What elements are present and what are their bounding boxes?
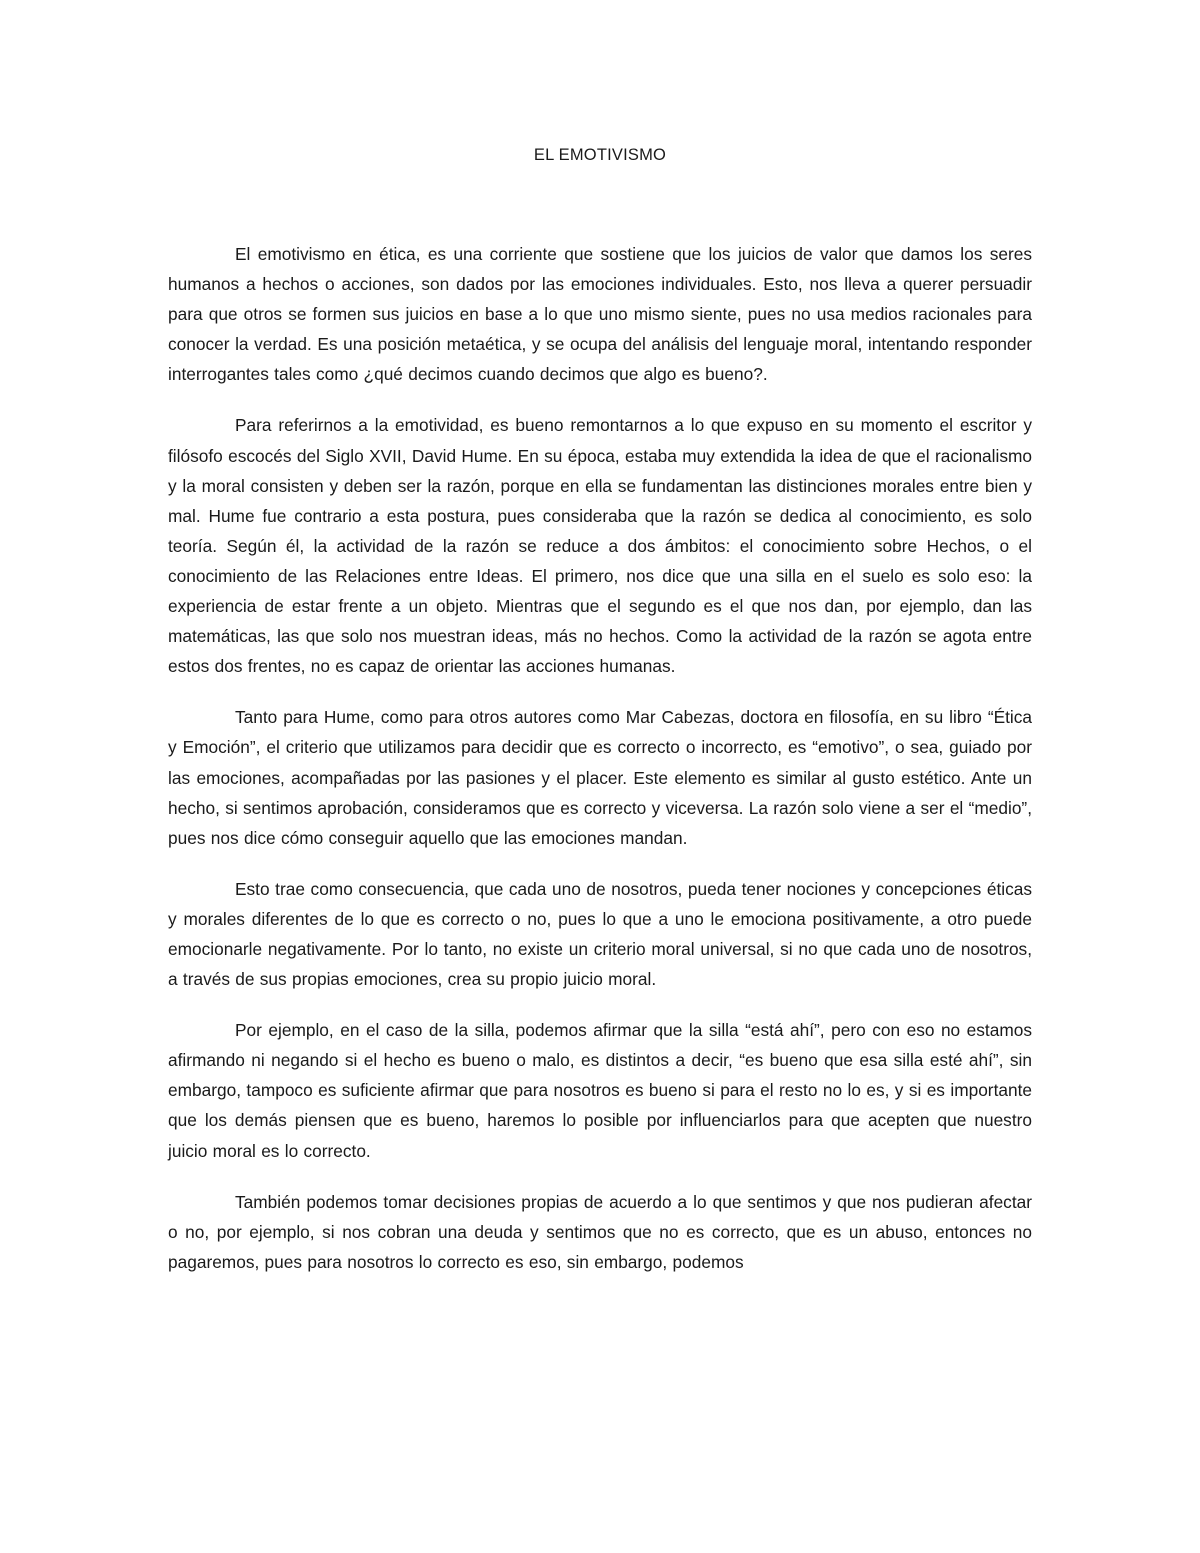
document-body — [168, 239, 1032, 1298]
paragraph-5: Por ejemplo, en el caso de la silla, podemos afirmar que la silla “está ahí”, pero con eso no estamos afirmando ni negando si el hecho es bueno o malo, es distintos a decir, “es bueno que esa silla esté ahí”, sin embargo, tampoco es suficiente afirmar que para nosotros es bueno si para el resto no lo es, y si es importante que los demás piensen que es bueno, haremos lo posible por influenciarlos para que acepten que nuestro juicio moral es lo correcto. — [168, 1020, 1032, 1161]
paragraph-2: Para referirnos a la emotividad, es bueno remontarnos a lo que expuso en su momento el escritor y filósofo escocés del Siglo XVII, David Hume. En su época, estaba muy extendida la idea de que el racionalismo y la moral consisten y deben ser la razón, porque en ella se fundamentan las distinciones morales entre bien y mal. Hume fue contrario a esta postura, pues consideraba que la razón se dedica al conocimiento, es solo teoría. Según él, la actividad de la razón se reduce a dos ámbitos: el conocimiento sobre Hechos, o el conocimiento de las Relaciones entre Ideas. El primero, nos dice que una silla en el suelo es solo eso: la experiencia de estar frente a un objeto. Mientras que el segundo es el que nos dan, por ejemplo, dan las matemáticas, las que solo nos muestran ideas, más no hechos. Como la actividad de la razón se agota entre estos dos frentes, no es capaz de orientar las acciones humanas. — [168, 415, 1032, 677]
paragraph-3: Tanto para Hume, como para otros autores como Mar Cabezas, doctora en filosofía, en su libro “Ética y Emoción”, el criterio que utilizamos para decidir que es correcto o incorrecto, es “emotivo”, o sea, guiado por las emociones, acompañadas por las pasiones y el placer. Este elemento es similar al gusto estético. Ante un hecho, si sentimos aprobación, consideramos que es correcto y viceversa. La razón solo viene a ser el “medio”, pues nos dice cómo conseguir aquello que las emociones mandan. — [168, 707, 1032, 848]
paragraph-1: El emotivismo en ética, es una corriente que sostiene que los juicios de valor que damos los seres humanos a hechos o acciones, son dados por las emociones individuales. Esto, nos lleva a querer persuadir para que otros se formen sus juicios en base a lo que uno mismo siente, pues no usa medios racionales para conocer la verdad. Es una posición metaética, y se ocupa del análisis del lenguaje moral, intentando responder interrogantes tales como ¿qué decimos cuando decimos que algo es bueno?. — [168, 244, 1032, 385]
paragraph-6: También podemos tomar decisiones propias de acuerdo a lo que sentimos y que nos pudieran afectar o no, por ejemplo, si nos cobran una deuda y sentimos que no es correcto, que es un abuso, entonces no pagaremos, pues para nosotros lo correcto es eso, sin embargo, podemos — [168, 1191, 1032, 1272]
document-title: EL EMOTIVISMO — [533, 146, 667, 164]
paragraph-4: Esto trae como consecuencia, que cada uno de nosotros, pueda tener nociones y concepciones éticas y morales diferentes de lo que es correcto o no, pues lo que a uno le emociona positivamente, a otro puede emocionarle negativamente. Por lo tanto, no existe un criterio moral universal, si no que cada uno de nosotros, a través de sus propias emociones, crea su propio juicio moral. — [168, 878, 1032, 990]
